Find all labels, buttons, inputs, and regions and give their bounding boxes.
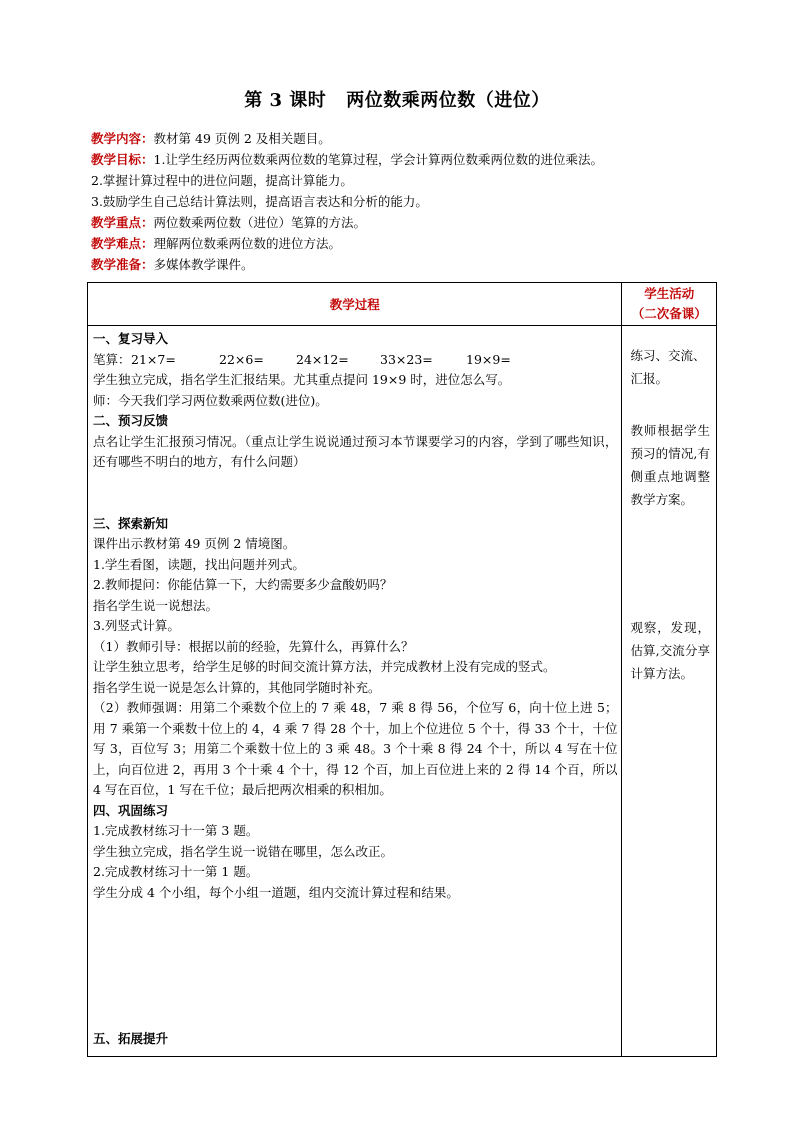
difficulty-text: 理解两位数乘两位数的进位方法。 [153,236,342,251]
goal-label: 教学目标： [91,152,154,167]
meta-prep-row [91,254,721,275]
meta-content-row [91,128,721,149]
meta-goal-row [91,149,721,170]
activity-cell [622,326,717,1057]
spacer [93,473,617,514]
difficulty-label: 教学难点： [91,236,154,251]
goal-3: 3.鼓励学生自己总结计算法则，提高语言表达和分析的能力。 [91,194,428,209]
sec1-line-2: 学生独立完成，指名学生汇报结果。尤其重点提问 19×9 时，进位怎么写。 [93,372,511,387]
sec3-line-8: 指名学生说一说是怎么计算的，其他同学随时补充。 [93,679,381,695]
table-header-row [88,283,717,326]
table-body-row [88,326,717,1057]
sec3-line-6: （1）教师引导：根据以前的经验，先算什么，再算什么？ [93,638,414,654]
calc-item: 19×9= [466,351,511,367]
sec3-line-3: 2.教师提问：你能估算一下，大约需要多少盒酸奶吗？ [93,577,393,592]
sec4-line-1: 1.完成教材练习十一第 3 题。 [93,823,259,838]
sec3-line-9: （2）教师强调：用第二个乘数个位上的 7 乘 48，7 乘 8 得 56，个位写 6，向十位上进 5；用 7 乘第一个乘数十位上的 4，4 乘 7 得 28 个十，加上个位进位 5 个十，得 33 个十，十位写 3，百位写 3；用第二个乘数十位上的 3 乘 48。3 个十乘 8 得 24 个十，所以 4 写在十位上，向百位进 2，再用 3 个十乘 4 个十，得 12 个百，加上百位进上来的 2 得 14 个百，所以 4 写在百位，1 写在千位；最后把两次相乘的积相加。 [93,700,618,797]
sec3-line-2: 1.学生看图，读题，找出问题并列式。 [93,556,305,572]
lesson-number: 第 3 课时 [244,90,327,111]
content-label: 教学内容： [91,131,154,146]
calc-item: 22×6= [219,351,264,367]
meta-difficulty-row [91,233,721,254]
header-activity-line2: （二次备课） [631,306,707,321]
sec4-line-2: 学生独立完成，指名学生说一说错在哪里，怎么改正。 [93,843,394,859]
section-4-title: 四、巩固练习 [93,802,169,818]
header-activity-line1: 学生活动 [644,286,695,301]
review-calc-line [93,350,617,371]
calc-item: 21×7= [131,351,176,367]
section-3-title: 三、探索新知 [93,515,169,531]
section-2-title: 二、预习反馈 [93,413,169,428]
calc-label: 笔算： [93,351,131,367]
meta-key-row [91,212,721,233]
section-1-title: 一、复习导入 [93,331,169,346]
sec3-line-1: 课件出示教材第 49 页例 2 情境图。 [93,536,296,551]
spacer [93,903,617,1029]
spacer [630,390,710,419]
sec4-line-4: 学生分成 4 个小组，每个小组一道题，组内交流计算过程和结果。 [93,884,459,900]
calc-item: 33×23= [380,351,433,367]
goal-2: 2.掌握计算过程中的进位问题，提高计算能力。 [91,173,353,188]
header-activity [622,283,717,326]
sec2-line-1: 点名让学生汇报预习情况。（重点让学生说说通过预习本节课要学习的内容，学到了哪些知识，还有哪些不明白的地方，有什么问题） [93,433,618,469]
prep-text: 多媒体教学课件。 [153,257,254,272]
spacer [630,511,710,616]
sec3-line-4: 指名学生说一说想法。 [93,597,219,613]
calc-item: 24×12= [296,351,349,367]
activity-1-line1: 练习、交流、 [630,348,706,363]
activity-1-line2: 汇报。 [630,371,668,386]
key-text: 两位数乘两位数（进位）笔算的方法。 [153,215,367,230]
goal-1: 1.让学生经历两位数乘两位数的笔算过程，学会计算两位数乘两位数的进位乘法。 [153,152,603,167]
lesson-topic: 两位数乘两位数（进位） [346,90,550,111]
key-label: 教学重点： [91,215,154,230]
sec1-line-3: 师：今天我们学习两位数乘两位数(进位)。 [93,392,328,408]
activity-3: 观察，发现，估算,交流分享计算方法。 [630,620,710,681]
activity-2: 教师根据学生预习的情况,有侧重点地调整教学方案。 [630,423,710,507]
spacer [630,332,710,344]
lesson-meta [91,128,721,275]
header-process: 教学过程 [88,283,622,326]
page-title [0,86,794,112]
content-text: 教材第 49 页例 2 及相关题目。 [153,131,331,146]
sec4-line-3: 2.完成教材练习十一第 1 题。 [93,864,259,879]
sec3-line-5: 3.列竖式计算。 [93,618,180,633]
section-5-title: 五、拓展提升 [93,1031,169,1046]
process-cell [88,326,622,1057]
lesson-table [87,282,717,1057]
sec3-line-7: 让学生独立思考，给学生足够的时间交流计算方法，并完成教材上没有完成的竖式。 [93,659,556,674]
prep-label: 教学准备： [91,257,154,272]
